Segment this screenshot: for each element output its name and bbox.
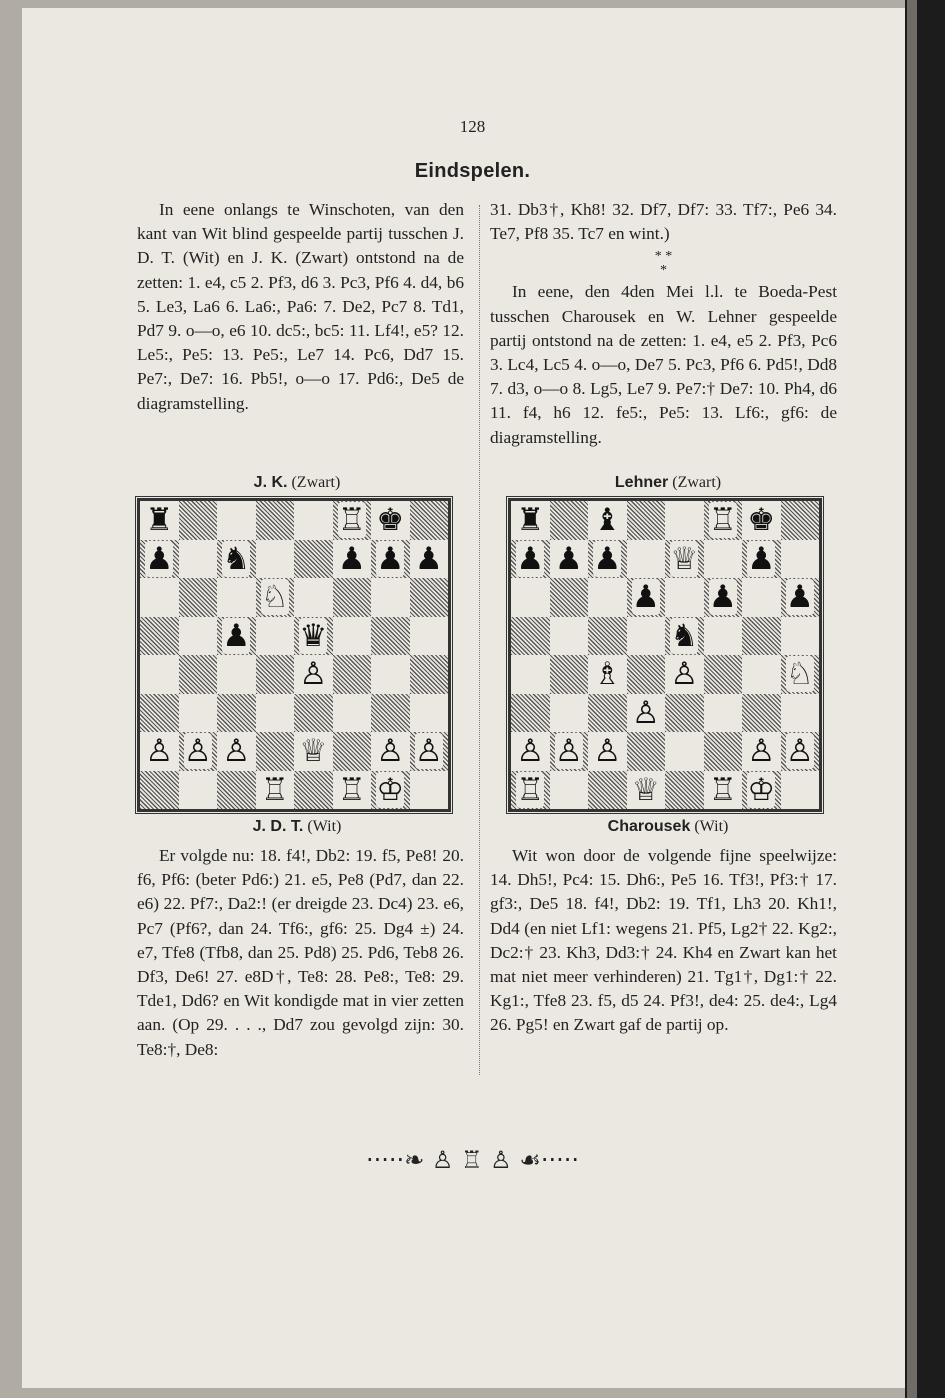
left-diagram-white-player: J. D. T. — [252, 818, 304, 835]
board-square — [294, 501, 333, 540]
chess-piece-e7: ♕ — [670, 540, 699, 577]
left-diagram-bottom-label — [137, 818, 457, 836]
board-square — [742, 655, 781, 694]
chess-piece-e5: ♛ — [299, 617, 328, 654]
chess-piece-c7: ♞ — [222, 540, 251, 577]
board-square — [333, 732, 372, 771]
board-square — [550, 617, 589, 656]
left-diagram-white-color: (Wit) — [307, 818, 342, 835]
board-square — [294, 578, 333, 617]
chess-piece-e4: ♙ — [670, 656, 699, 692]
board-square — [781, 540, 820, 579]
board-square — [550, 655, 589, 694]
board-square — [742, 694, 781, 733]
board-square — [704, 655, 743, 694]
board-square — [627, 501, 666, 540]
chess-piece-f8: ♖ — [708, 502, 737, 538]
chess-piece-d1: ♕ — [631, 771, 660, 808]
board-square — [665, 578, 704, 617]
chess-piece-h4: ♘ — [785, 656, 814, 692]
left-diagram-black-player: J. K. — [253, 474, 288, 491]
chess-piece-a8: ♜ — [516, 502, 545, 538]
chess-piece-d1: ♖ — [260, 771, 289, 808]
board-square — [781, 617, 820, 656]
board-square — [742, 578, 781, 617]
board-square — [588, 771, 627, 810]
board-square — [140, 617, 179, 656]
left-chess-diagram — [137, 498, 451, 812]
board-square — [217, 501, 256, 540]
board-square — [333, 694, 372, 733]
chess-piece-f1: ♖ — [337, 771, 366, 808]
board-square — [256, 694, 295, 733]
board-square — [588, 578, 627, 617]
board-square — [550, 578, 589, 617]
right-diagram-white-color: (Wit) — [694, 818, 729, 835]
board-square — [294, 771, 333, 810]
board-square — [410, 578, 449, 617]
board-square — [256, 540, 295, 579]
paragraph-continuation: 31. Db3†, Kh8! 32. Df7, Df7: 33. Tf7:, Pe6 34. Te7, Pf8 35. Tc7 en wint.) — [490, 200, 837, 244]
board-square — [511, 617, 550, 656]
asterism-divider: * * * — [654, 249, 673, 279]
board-square — [410, 655, 449, 694]
paragraph-wit-won: Wit won door de volgende fijne speelwijze: 14. Dh5!, Pc4: 15. Dh6:, Pe5 16. Tf3!, Pf3:† 17. gf3:, De5 18. f4!, Db2: 19. Tf1, Lh3 20. Kh1!, Dd4 (en niet Lf1: wegens 21. Pf5, Lg2† 22. Kg2:, Dc2:† 23. Kh3, Dd3:† 24. Kh4 en Zwart kan het mat niet meer verhinderen) 21. Tg1†, Dg1:† 22. Kg1:, Tfe8 23. f5, d5 24. Pf3!, de4: 25. de4:, Lg4 26. Pg5! en Zwart gaf de partij op. — [490, 846, 837, 1035]
board-square — [217, 655, 256, 694]
board-square — [588, 694, 627, 733]
board-square — [333, 617, 372, 656]
chess-piece-f8: ♖ — [337, 502, 366, 538]
chess-piece-a2: ♙ — [516, 733, 545, 769]
board-square — [371, 694, 410, 733]
chess-piece-c2: ♙ — [593, 733, 622, 769]
chess-piece-g8: ♚ — [747, 502, 776, 538]
chess-piece-g1: ♔ — [376, 771, 405, 808]
right-diagram-black-color: (Zwart) — [672, 474, 722, 491]
board-square — [410, 617, 449, 656]
chess-piece-c8: ♝ — [593, 502, 622, 538]
board-square — [179, 501, 218, 540]
chess-piece-a1: ♖ — [516, 771, 545, 808]
board-square — [511, 694, 550, 733]
chess-piece-d3: ♙ — [631, 694, 660, 731]
board-square — [588, 617, 627, 656]
board-square — [781, 694, 820, 733]
board-square — [179, 578, 218, 617]
board-square — [256, 655, 295, 694]
left-diagram-top-label — [137, 474, 457, 492]
board-square — [550, 694, 589, 733]
board-square — [217, 694, 256, 733]
board-square — [550, 501, 589, 540]
left-column-game-continuation — [137, 844, 464, 1062]
page-number: 128 — [459, 117, 486, 136]
chess-piece-f7: ♟ — [337, 540, 366, 577]
chess-piece-e2: ♕ — [299, 733, 328, 769]
chess-piece-h2: ♙ — [414, 733, 443, 769]
board-square — [140, 694, 179, 733]
board-square — [742, 617, 781, 656]
chess-piece-g7: ♟ — [376, 540, 405, 577]
right-column-intro — [490, 198, 837, 450]
chess-piece-d6: ♘ — [260, 579, 289, 615]
board-square — [333, 655, 372, 694]
left-column-intro — [137, 198, 464, 416]
board-square — [511, 655, 550, 694]
chess-piece-c7: ♟ — [593, 540, 622, 577]
board-square — [333, 578, 372, 617]
right-diagram-bottom-label — [508, 818, 828, 836]
chess-piece-f6: ♟ — [708, 579, 737, 615]
paragraph-winschoten: In eene onlangs te Winschoten, van den kant van Wit blind gespeelde partij tusschen J. D. T. (Wit) en J. K. (Zwart) ontstond na de zetten: 1. e4, c5 2. Pf3, d6 3. Pc3, Pf6 4. d4, b6 5. Le3, La6 6. La6:, Pa6: 7. De2, Pc7 8. Td1, Pd7 9. o—o, e6 10. dc5:, bc5: 11. Lf4!, e5? 12. Le5:, Pe5: 13. Pe5:, Le7 14. Pc6, Dd7 15. Pe7:, De7: 16. Pb5!, o—o 17. Pd6:, De5 de diagramstelling. — [137, 200, 464, 413]
chess-piece-c2: ♙ — [222, 733, 251, 769]
board-square — [665, 771, 704, 810]
board-square — [704, 732, 743, 771]
board-square — [140, 771, 179, 810]
chess-piece-a2: ♙ — [145, 733, 174, 769]
board-square — [665, 694, 704, 733]
board-square — [704, 540, 743, 579]
board-square — [704, 694, 743, 733]
left-diagram-black-color: (Zwart) — [291, 474, 341, 491]
board-square — [256, 732, 295, 771]
board-square — [781, 501, 820, 540]
board-square — [627, 617, 666, 656]
board-square — [140, 655, 179, 694]
board-square — [627, 540, 666, 579]
board-square — [140, 578, 179, 617]
chess-piece-c5: ♟ — [222, 617, 251, 654]
chess-piece-g1: ♔ — [747, 771, 776, 808]
chess-piece-h7: ♟ — [414, 540, 443, 577]
board-square — [217, 578, 256, 617]
board-square — [179, 771, 218, 810]
chess-piece-g2: ♙ — [376, 733, 405, 769]
board-square — [410, 501, 449, 540]
board-square — [294, 540, 333, 579]
chess-piece-d6: ♟ — [631, 579, 660, 615]
board-square — [410, 694, 449, 733]
column-divider — [479, 205, 480, 1075]
right-diagram-top-label — [508, 474, 828, 492]
board-square — [550, 771, 589, 810]
board-square — [627, 732, 666, 771]
paragraph-er-volgde: Er volgde nu: 18. f4!, Db2: 19. f5, Pe8! 20. f6, Pf6: (beter Pd6:) 21. e5, Pe8 (Pd7, dan 22. e6) 22. Pf7:, Da2:! (er dreigde 23. Dc4) 23. e6, Pc7 (Pf6?, dan 24. Tf6:, gf6: 25. Dg4 ±) 24. e7, Tfe8 (Tfb8, dan 25. Pd8) 25. Pd6, Teb8 26. Df3, De6! 27. e8D†, Te8: 28. Pe8:, Te8: 29. Tde1, Dd6? en Wit kondigde mat in vier zetten aan. (Op 29. . . ., Dd7 zou gevolgd zijn: 30. Te8:†, De8: — [137, 846, 464, 1059]
right-chess-diagram — [508, 498, 822, 812]
board-square — [371, 578, 410, 617]
paragraph-boeda-pest: In eene, den 4den Mei l.l. te Boeda-Pest tusschen Charousek en W. Lehner gespeelde partij ontstond na de zetten: 1. e4, e5 2. Pf3, Pc6 3. Lc4, Lc5 4. o—o, De7 5. Pc3, Pf6 6. Pd5!, Dd8 7. d3, o—o 8. Lg5, Le7 9. Pe7:† De7: 10. Ph4, d6 11. f4, h6 12. fe5:, Pe5: 13. Lf6:, gf6: de diagramstelling. — [490, 282, 837, 447]
chess-piece-f1: ♖ — [708, 771, 737, 808]
chess-piece-e4: ♙ — [299, 656, 328, 692]
board-square — [665, 732, 704, 771]
chess-piece-h2: ♙ — [785, 733, 814, 769]
chess-piece-a7: ♟ — [145, 540, 174, 577]
board-square — [410, 771, 449, 810]
board-square — [217, 771, 256, 810]
chess-piece-g2: ♙ — [747, 733, 776, 769]
chess-piece-b2: ♙ — [554, 733, 583, 769]
board-square — [179, 617, 218, 656]
board-square — [256, 617, 295, 656]
section-title: Eindspelen. — [414, 160, 531, 182]
board-square — [781, 771, 820, 810]
board-square — [294, 694, 333, 733]
chess-piece-b2: ♙ — [183, 733, 212, 769]
right-diagram-black-player: Lehner — [614, 474, 669, 491]
board-square — [179, 540, 218, 579]
chess-piece-a7: ♟ — [516, 540, 545, 577]
chess-piece-e5: ♞ — [670, 617, 699, 654]
board-square — [511, 578, 550, 617]
chess-piece-b7: ♟ — [554, 540, 583, 577]
board-square — [704, 617, 743, 656]
board-square — [371, 655, 410, 694]
board-square — [256, 501, 295, 540]
board-square — [627, 655, 666, 694]
board-square — [179, 694, 218, 733]
board-square — [179, 655, 218, 694]
chess-piece-g8: ♚ — [376, 502, 405, 538]
board-square — [371, 617, 410, 656]
chess-piece-g7: ♟ — [747, 540, 776, 577]
chess-piece-a8: ♜ — [145, 502, 174, 538]
right-diagram-white-player: Charousek — [607, 818, 691, 835]
footer-ornament: ·····❧ ♙ ♖ ♙ ☙····· — [366, 1146, 579, 1174]
scan-edge — [905, 0, 945, 1398]
chess-piece-c4: ♗ — [593, 656, 622, 692]
chess-piece-h6: ♟ — [785, 579, 814, 615]
right-column-game-continuation — [490, 844, 837, 1038]
board-square — [665, 501, 704, 540]
